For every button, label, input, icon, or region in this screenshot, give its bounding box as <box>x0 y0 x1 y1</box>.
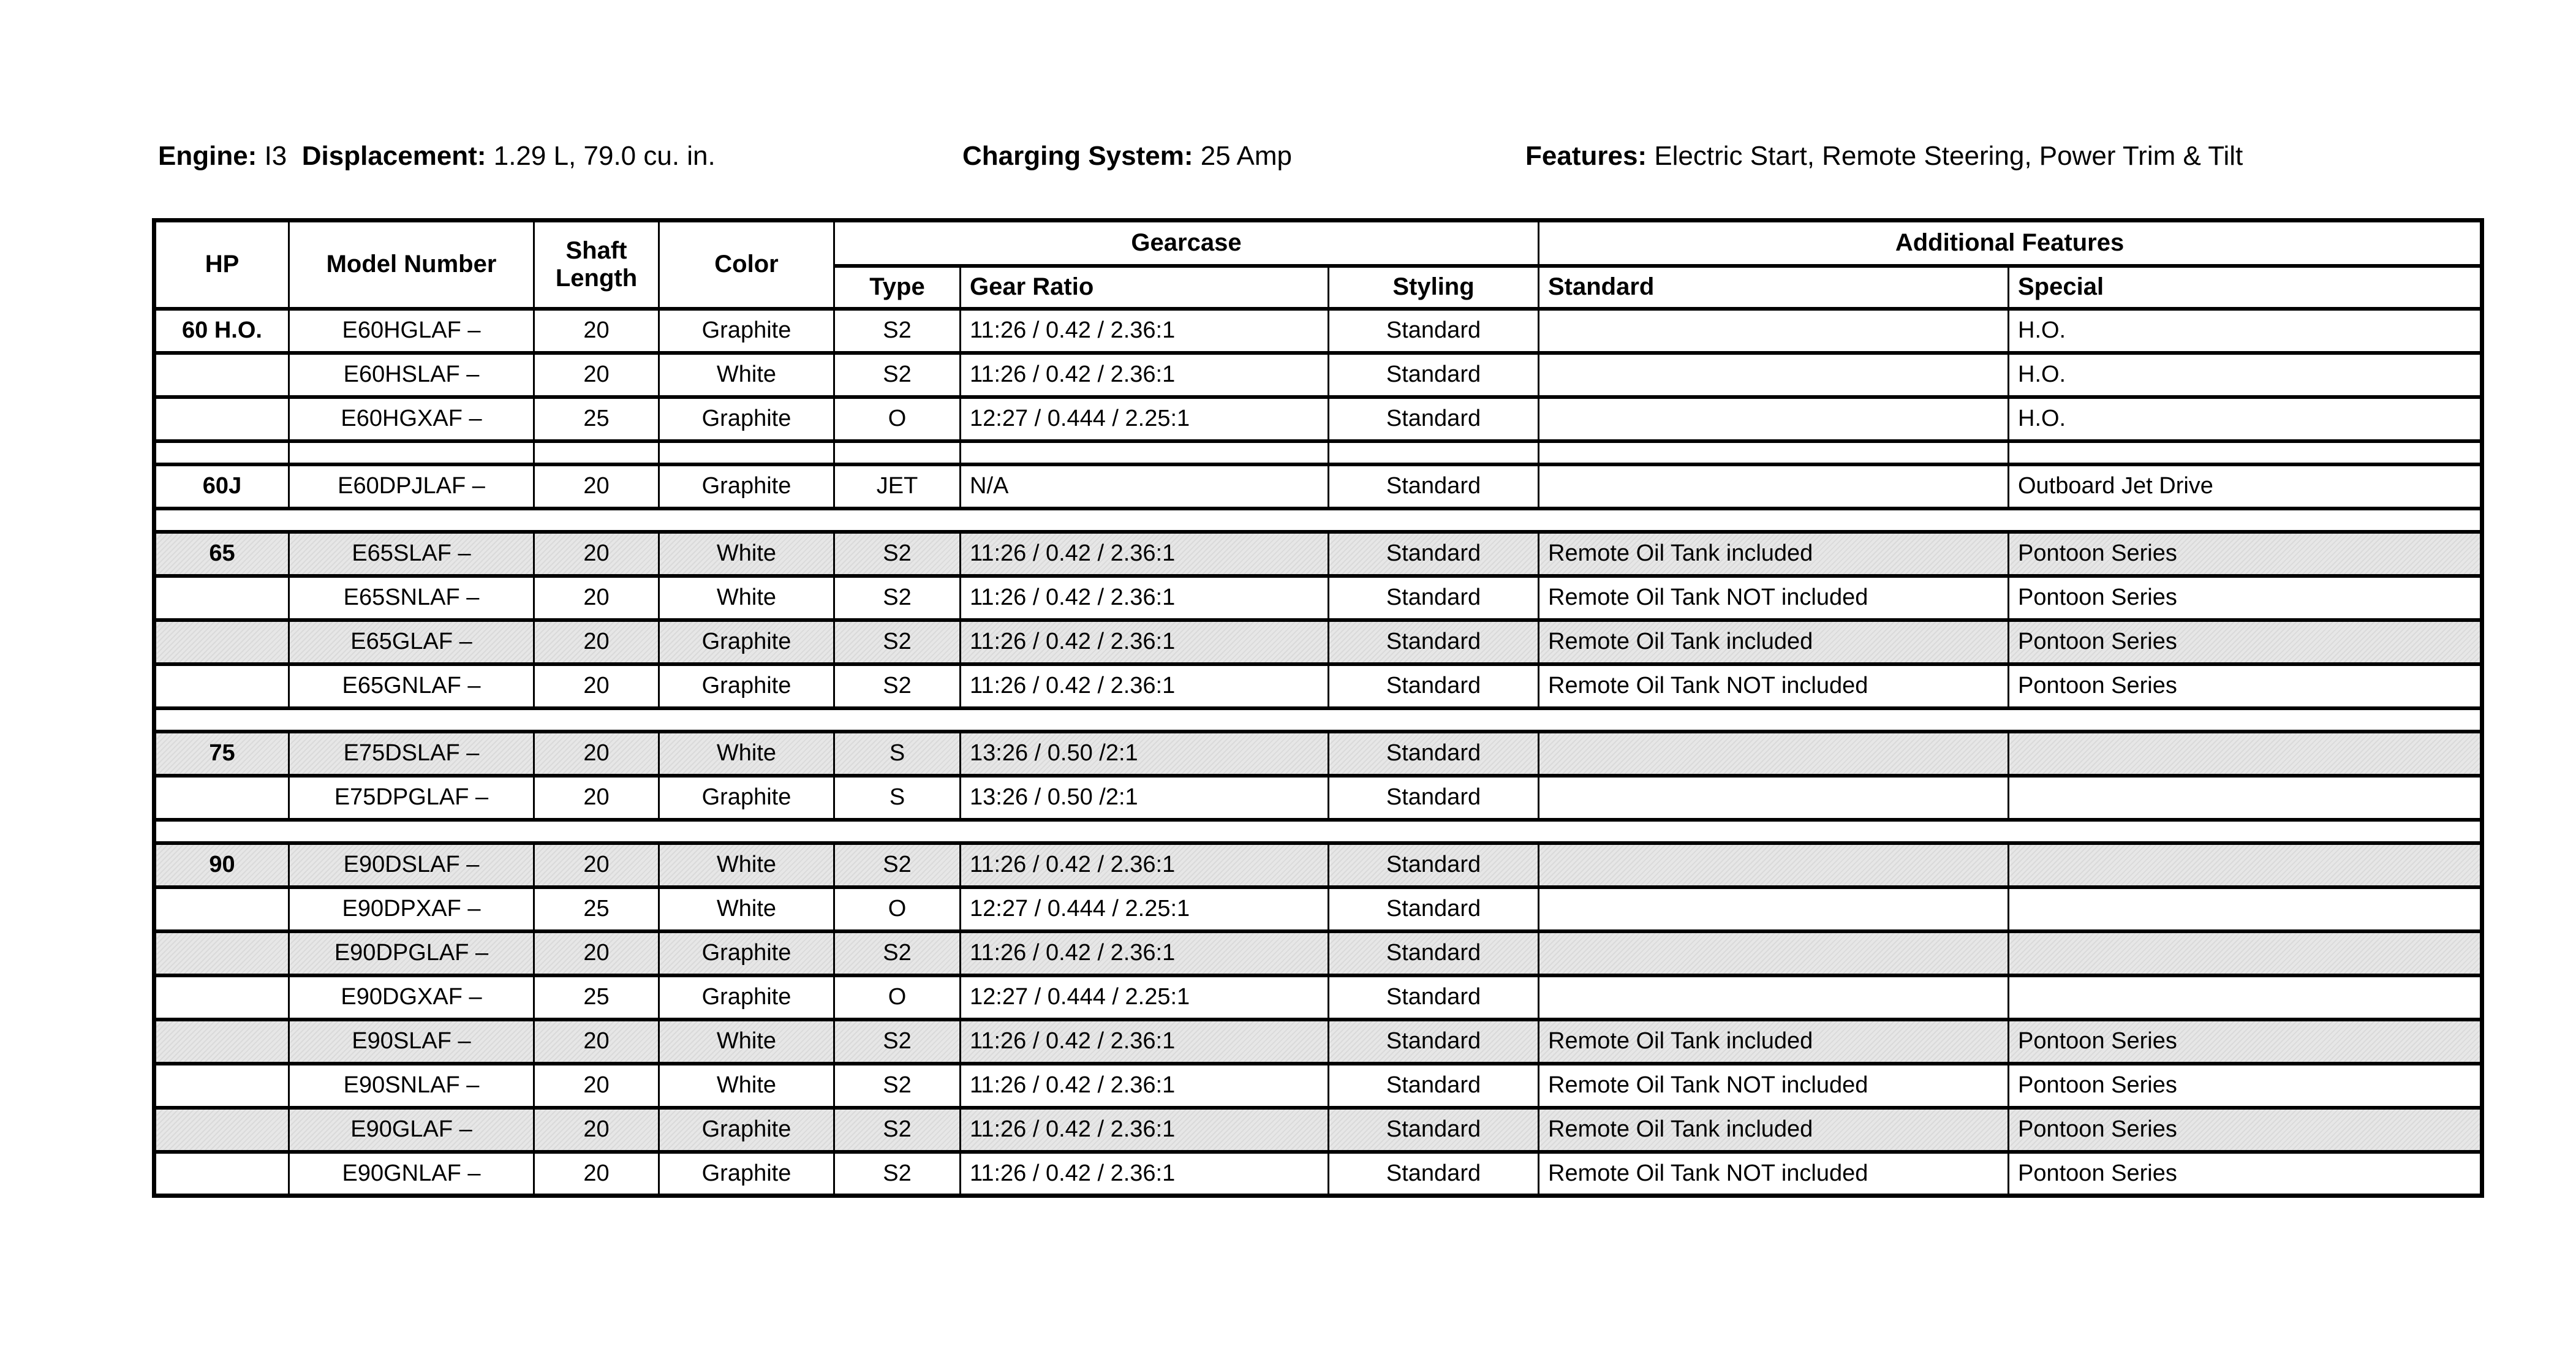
cell-type: O <box>834 887 961 931</box>
group-spacer-row <box>154 441 2482 464</box>
cell-model-number: E90DPXAF – <box>289 887 534 931</box>
cell-standard <box>1539 353 2009 397</box>
cell-hp <box>154 620 289 664</box>
group-spacer-row <box>154 708 2482 732</box>
cell-standard <box>1539 931 2009 975</box>
col-header-gearcase: Gearcase <box>834 221 1539 266</box>
cell-hp <box>154 576 289 620</box>
cell-shaft-length: 20 <box>534 1108 659 1152</box>
cell-shaft-length: 25 <box>534 975 659 1020</box>
cell-model-number: E90GNLAF – <box>289 1152 534 1196</box>
charging-system-label: Charging System: <box>962 141 1193 171</box>
cell-standard: Remote Oil Tank included <box>1539 1108 2009 1152</box>
cell-type: S2 <box>834 1020 961 1064</box>
cell-standard: Remote Oil Tank included <box>1539 620 2009 664</box>
cell-color: White <box>659 532 834 576</box>
cell-hp <box>154 1064 289 1108</box>
cell-model-number: E65GNLAF – <box>289 664 534 708</box>
cell-special <box>2009 887 2482 931</box>
cell-shaft-length: 20 <box>534 732 659 776</box>
col-header-additional-features: Additional Features <box>1539 221 2482 266</box>
cell-color: White <box>659 576 834 620</box>
cell-color: Graphite <box>659 664 834 708</box>
spacer-cell <box>1329 441 1539 464</box>
table-row <box>154 353 2482 397</box>
table-row <box>154 887 2482 931</box>
cell-special <box>2009 843 2482 887</box>
cell-hp <box>154 1020 289 1064</box>
cell-gear-ratio: 11:26 / 0.42 / 2.36:1 <box>961 620 1329 664</box>
cell-special <box>2009 975 2482 1020</box>
cell-standard: Remote Oil Tank NOT included <box>1539 664 2009 708</box>
cell-standard <box>1539 887 2009 931</box>
cell-color: Graphite <box>659 975 834 1020</box>
cell-standard <box>1539 309 2009 353</box>
cell-standard: Remote Oil Tank included <box>1539 532 2009 576</box>
cell-type: O <box>834 397 961 441</box>
cell-standard <box>1539 732 2009 776</box>
cell-gear-ratio: N/A <box>961 464 1329 509</box>
table-row <box>154 576 2482 620</box>
cell-model-number: E60HGLAF – <box>289 309 534 353</box>
table-row <box>154 732 2482 776</box>
spec-info-line <box>0 141 2576 178</box>
spacer-cell <box>154 441 289 464</box>
cell-gear-ratio: 13:26 / 0.50 /2:1 <box>961 776 1329 820</box>
charging-system-value: 25 Amp <box>1200 141 1292 171</box>
cell-special: Pontoon Series <box>2009 1064 2482 1108</box>
cell-hp: 90 <box>154 843 289 887</box>
spacer-cell <box>154 708 2482 732</box>
cell-styling: Standard <box>1329 464 1539 509</box>
col-header-styling: Styling <box>1329 266 1539 309</box>
cell-hp <box>154 397 289 441</box>
cell-gear-ratio: 11:26 / 0.42 / 2.36:1 <box>961 931 1329 975</box>
cell-color: Graphite <box>659 931 834 975</box>
cell-special: Pontoon Series <box>2009 532 2482 576</box>
cell-shaft-length: 20 <box>534 353 659 397</box>
col-header-shaft-length: Shaft Length <box>534 221 659 309</box>
cell-hp: 60 H.O. <box>154 309 289 353</box>
cell-standard: Remote Oil Tank NOT included <box>1539 1152 2009 1196</box>
cell-shaft-length: 20 <box>534 776 659 820</box>
cell-model-number: E90SNLAF – <box>289 1064 534 1108</box>
cell-type: S2 <box>834 1152 961 1196</box>
cell-hp: 65 <box>154 532 289 576</box>
cell-standard <box>1539 975 2009 1020</box>
table-row <box>154 309 2482 353</box>
col-header-special: Special <box>2009 266 2482 309</box>
cell-hp <box>154 887 289 931</box>
col-header-gear-ratio: Gear Ratio <box>961 266 1329 309</box>
table-row <box>154 664 2482 708</box>
cell-standard <box>1539 464 2009 509</box>
cell-shaft-length: 20 <box>534 931 659 975</box>
features-label: Features: <box>1525 141 1647 171</box>
cell-special: H.O. <box>2009 309 2482 353</box>
cell-gear-ratio: 11:26 / 0.42 / 2.36:1 <box>961 1064 1329 1108</box>
cell-special <box>2009 732 2482 776</box>
cell-styling: Standard <box>1329 732 1539 776</box>
cell-model-number: E90GLAF – <box>289 1108 534 1152</box>
cell-styling: Standard <box>1329 776 1539 820</box>
cell-shaft-length: 25 <box>534 397 659 441</box>
cell-special: H.O. <box>2009 397 2482 441</box>
cell-model-number: E60DPJLAF – <box>289 464 534 509</box>
cell-hp <box>154 975 289 1020</box>
spacer-cell <box>154 509 2482 532</box>
table-row <box>154 776 2482 820</box>
cell-color: Graphite <box>659 464 834 509</box>
cell-styling: Standard <box>1329 931 1539 975</box>
cell-styling: Standard <box>1329 532 1539 576</box>
cell-styling: Standard <box>1329 309 1539 353</box>
cell-gear-ratio: 11:26 / 0.42 / 2.36:1 <box>961 353 1329 397</box>
cell-gear-ratio: 11:26 / 0.42 / 2.36:1 <box>961 664 1329 708</box>
cell-shaft-length: 25 <box>534 887 659 931</box>
cell-gear-ratio: 11:26 / 0.42 / 2.36:1 <box>961 1108 1329 1152</box>
cell-color: White <box>659 353 834 397</box>
cell-shaft-length: 20 <box>534 1020 659 1064</box>
cell-type: S2 <box>834 353 961 397</box>
spacer-cell <box>2009 441 2482 464</box>
table-row <box>154 397 2482 441</box>
cell-shaft-length: 20 <box>534 1064 659 1108</box>
features-spec <box>1525 141 2243 172</box>
cell-hp <box>154 353 289 397</box>
table-row <box>154 1064 2482 1108</box>
cell-styling: Standard <box>1329 353 1539 397</box>
cell-styling: Standard <box>1329 1064 1539 1108</box>
table-row <box>154 620 2482 664</box>
cell-type: S2 <box>834 931 961 975</box>
cell-hp <box>154 1152 289 1196</box>
cell-color: White <box>659 1020 834 1064</box>
spacer-cell <box>961 441 1329 464</box>
cell-gear-ratio: 12:27 / 0.444 / 2.25:1 <box>961 397 1329 441</box>
cell-model-number: E65SLAF – <box>289 532 534 576</box>
cell-type: S2 <box>834 620 961 664</box>
table-row <box>154 464 2482 509</box>
cell-color: Graphite <box>659 776 834 820</box>
col-header-type: Type <box>834 266 961 309</box>
table-row <box>154 532 2482 576</box>
cell-shaft-length: 20 <box>534 309 659 353</box>
cell-shaft-length: 20 <box>534 576 659 620</box>
cell-standard: Remote Oil Tank NOT included <box>1539 1064 2009 1108</box>
table-row <box>154 931 2482 975</box>
cell-model-number: E75DSLAF – <box>289 732 534 776</box>
cell-gear-ratio: 13:26 / 0.50 /2:1 <box>961 732 1329 776</box>
cell-standard <box>1539 776 2009 820</box>
cell-shaft-length: 20 <box>534 843 659 887</box>
cell-special: Pontoon Series <box>2009 664 2482 708</box>
cell-model-number: E65GLAF – <box>289 620 534 664</box>
cell-model-number: E90DSLAF – <box>289 843 534 887</box>
table-row <box>154 843 2482 887</box>
cell-special: H.O. <box>2009 353 2482 397</box>
spacer-cell <box>834 441 961 464</box>
features-value: Electric Start, Remote Steering, Power Trim & Tilt <box>1654 141 2243 171</box>
cell-shaft-length: 20 <box>534 620 659 664</box>
table-row <box>154 1020 2482 1064</box>
cell-special <box>2009 931 2482 975</box>
spacer-cell <box>659 441 834 464</box>
cell-standard: Remote Oil Tank NOT included <box>1539 576 2009 620</box>
cell-model-number: E60HSLAF – <box>289 353 534 397</box>
engine-value: I3 <box>264 141 287 171</box>
cell-special: Pontoon Series <box>2009 576 2482 620</box>
cell-shaft-length: 20 <box>534 1152 659 1196</box>
table-row <box>154 1152 2482 1196</box>
cell-standard: Remote Oil Tank included <box>1539 1020 2009 1064</box>
cell-hp <box>154 776 289 820</box>
col-header-hp: HP <box>154 221 289 309</box>
cell-gear-ratio: 11:26 / 0.42 / 2.36:1 <box>961 1020 1329 1064</box>
cell-styling: Standard <box>1329 887 1539 931</box>
engine-displacement-spec <box>158 141 716 172</box>
cell-special: Pontoon Series <box>2009 1152 2482 1196</box>
cell-gear-ratio: 11:26 / 0.42 / 2.36:1 <box>961 576 1329 620</box>
cell-color: Graphite <box>659 1108 834 1152</box>
cell-shaft-length: 20 <box>534 664 659 708</box>
cell-hp <box>154 664 289 708</box>
cell-special: Pontoon Series <box>2009 1108 2482 1152</box>
cell-type: S2 <box>834 576 961 620</box>
cell-color: Graphite <box>659 397 834 441</box>
cell-special: Pontoon Series <box>2009 1020 2482 1064</box>
cell-type: S2 <box>834 843 961 887</box>
cell-shaft-length: 20 <box>534 464 659 509</box>
cell-color: White <box>659 732 834 776</box>
cell-standard <box>1539 843 2009 887</box>
cell-special: Pontoon Series <box>2009 620 2482 664</box>
table-row <box>154 975 2482 1020</box>
cell-type: S <box>834 776 961 820</box>
cell-color: White <box>659 1064 834 1108</box>
table-row <box>154 1108 2482 1152</box>
cell-special: Outboard Jet Drive <box>2009 464 2482 509</box>
cell-gear-ratio: 11:26 / 0.42 / 2.36:1 <box>961 843 1329 887</box>
cell-styling: Standard <box>1329 975 1539 1020</box>
cell-gear-ratio: 11:26 / 0.42 / 2.36:1 <box>961 532 1329 576</box>
cell-gear-ratio: 12:27 / 0.444 / 2.25:1 <box>961 887 1329 931</box>
group-spacer-row <box>154 509 2482 532</box>
group-spacer-row <box>154 820 2482 843</box>
cell-hp <box>154 1108 289 1152</box>
cell-styling: Standard <box>1329 843 1539 887</box>
cell-color: Graphite <box>659 309 834 353</box>
cell-gear-ratio: 12:27 / 0.444 / 2.25:1 <box>961 975 1329 1020</box>
spacer-cell <box>154 820 2482 843</box>
cell-type: S2 <box>834 1064 961 1108</box>
cell-model-number: E90SLAF – <box>289 1020 534 1064</box>
spacer-cell <box>534 441 659 464</box>
cell-styling: Standard <box>1329 576 1539 620</box>
cell-type: S2 <box>834 664 961 708</box>
cell-special <box>2009 776 2482 820</box>
cell-styling: Standard <box>1329 664 1539 708</box>
engine-spec-table <box>152 218 2484 1198</box>
cell-color: White <box>659 887 834 931</box>
cell-model-number: E65SNLAF – <box>289 576 534 620</box>
displacement-value: 1.29 L, 79.0 cu. in. <box>493 141 716 171</box>
col-header-standard: Standard <box>1539 266 2009 309</box>
cell-styling: Standard <box>1329 1108 1539 1152</box>
cell-model-number: E90DGXAF – <box>289 975 534 1020</box>
cell-color: White <box>659 843 834 887</box>
cell-shaft-length: 20 <box>534 532 659 576</box>
cell-standard <box>1539 397 2009 441</box>
displacement-label: Displacement: <box>301 141 486 171</box>
spacer-cell <box>1539 441 2009 464</box>
charging-system-spec <box>962 141 1292 172</box>
cell-hp: 60J <box>154 464 289 509</box>
cell-type: S <box>834 732 961 776</box>
cell-model-number: E60HGXAF – <box>289 397 534 441</box>
col-header-color: Color <box>659 221 834 309</box>
cell-gear-ratio: 11:26 / 0.42 / 2.36:1 <box>961 309 1329 353</box>
col-header-model-number: Model Number <box>289 221 534 309</box>
cell-model-number: E90DPGLAF – <box>289 931 534 975</box>
cell-color: Graphite <box>659 1152 834 1196</box>
cell-styling: Standard <box>1329 1152 1539 1196</box>
engine-label: Engine: <box>158 141 257 171</box>
cell-type: O <box>834 975 961 1020</box>
cell-type: S2 <box>834 532 961 576</box>
cell-styling: Standard <box>1329 1020 1539 1064</box>
cell-type: JET <box>834 464 961 509</box>
cell-model-number: E75DPGLAF – <box>289 776 534 820</box>
cell-color: Graphite <box>659 620 834 664</box>
cell-type: S2 <box>834 1108 961 1152</box>
cell-hp: 75 <box>154 732 289 776</box>
cell-styling: Standard <box>1329 397 1539 441</box>
cell-gear-ratio: 11:26 / 0.42 / 2.36:1 <box>961 1152 1329 1196</box>
spacer-cell <box>289 441 534 464</box>
cell-styling: Standard <box>1329 620 1539 664</box>
cell-type: S2 <box>834 309 961 353</box>
cell-hp <box>154 931 289 975</box>
